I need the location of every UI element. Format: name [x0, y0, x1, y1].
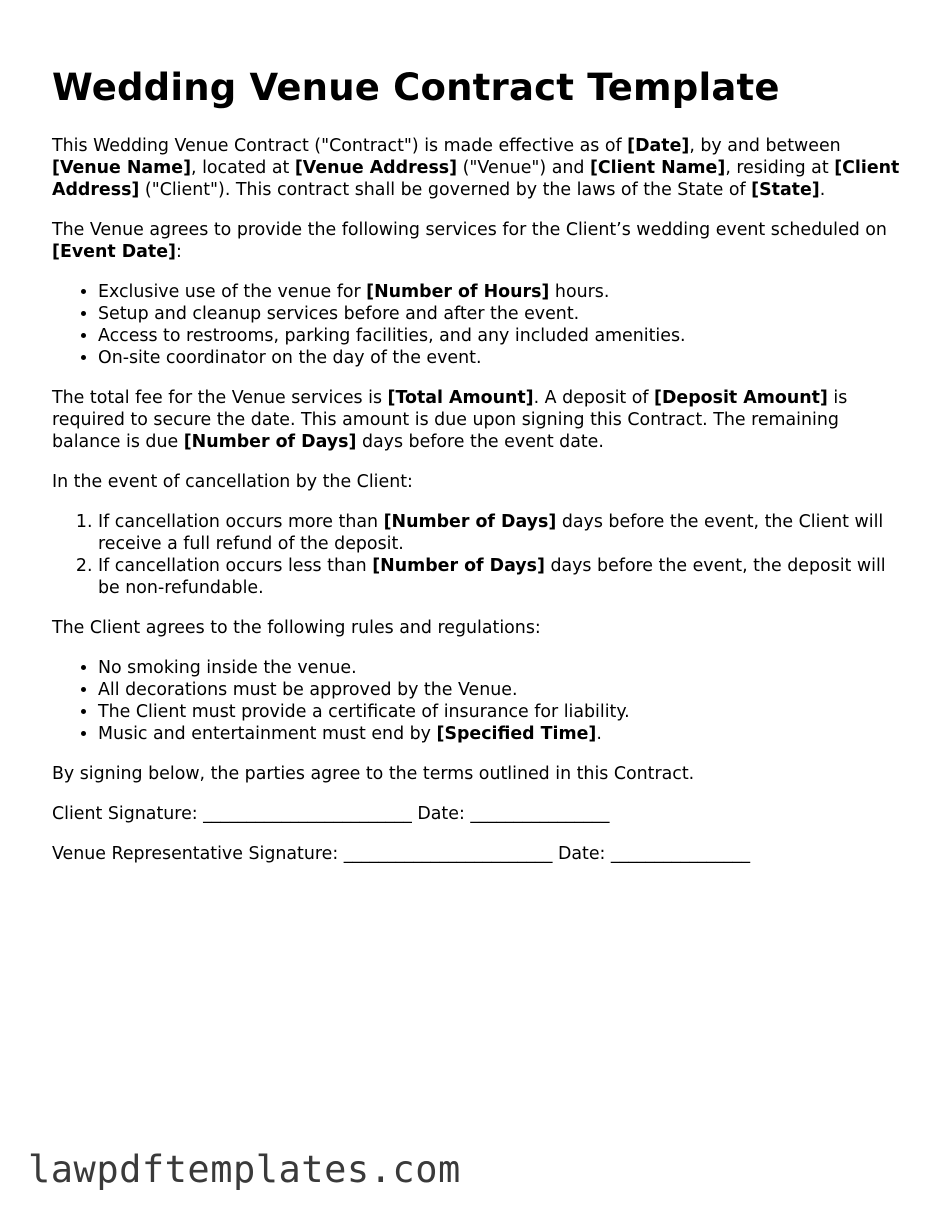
rules-item-4-text: Music and entertainment must end by [98, 724, 437, 744]
fees-paragraph [52, 387, 902, 453]
client-signature-line: Client Signature: ________________________ Date: ________________ [52, 804, 610, 824]
services-item-1-text: Exclusive use of the venue for [98, 282, 367, 302]
list-item [98, 281, 902, 303]
list-item: • The Client must provide a certificate of insurance for liability. [98, 701, 902, 723]
rules-intro: The Client agrees to the following rules and regulations: [52, 618, 541, 638]
intro-text-3: , located at [191, 158, 295, 178]
services-text-1: The Venue agrees to provide the following services for the Client’s wedding event scheduled on [52, 220, 887, 240]
cancellation-item-2-text: If cancellation occurs less than [98, 556, 373, 576]
total-amount-placeholder: [Total Amount] [387, 388, 534, 408]
cancellation-item-2-suffix: days before the event, the deposit will be non-refundable. [98, 556, 886, 598]
fees-text-3: is required to secure the date. This amount is due upon signing this Contract. The remaining balance is due [52, 388, 848, 452]
client-address-placeholder: [Client Address] [52, 158, 900, 200]
list-item: • All decorations must be approved by the Venue. [98, 679, 902, 701]
intro-text-1: This Wedding Venue Contract ("Contract") is made effective as of [52, 136, 628, 156]
intro-paragraph [52, 135, 902, 201]
contract-document [52, 66, 902, 883]
page-title: Wedding Venue Contract Template [52, 66, 780, 109]
days-placeholder: [Number of Days] [183, 432, 357, 452]
list-item: • No smoking inside the venue. [98, 657, 902, 679]
rules-item-4-suffix: . [596, 724, 602, 744]
intro-text-5: , residing at [725, 158, 835, 178]
cancellation-item-1-suffix: days before the event, the Client will receive a full refund of the deposit. [98, 512, 884, 554]
intro-text-2: , by and between [689, 136, 841, 156]
list-item: • Access to restrooms, parking facilities, and any included amenities. [98, 325, 902, 347]
list-item [98, 555, 902, 599]
services-text-2: : [175, 242, 182, 262]
venue-address-placeholder: [Venue Address] [294, 158, 458, 178]
watermark: lawpdftemplates.com [28, 1148, 461, 1191]
agreement-paragraph: By signing below, the parties agree to the terms outlined in this Contract. [52, 764, 695, 784]
deposit-amount-placeholder: [Deposit Amount] [654, 388, 828, 408]
venue-name-placeholder: [Venue Name] [52, 158, 192, 178]
cancellation-list [52, 511, 902, 599]
list-item: • Setup and cleanup services before and after the event. [98, 303, 902, 325]
fees-text-1: The total fee for the Venue services is [52, 388, 388, 408]
hours-placeholder: [Number of Hours] [366, 282, 550, 302]
fees-text-2: . A deposit of [533, 388, 655, 408]
intro-text-6: ("Client"). This contract shall be governed by the laws of the State of [139, 180, 752, 200]
services-item-1-suffix: hours. [549, 282, 610, 302]
event-date-placeholder: [Event Date] [52, 242, 176, 262]
list-item [98, 723, 902, 745]
specified-time-placeholder: [Specified Time] [436, 724, 597, 744]
state-placeholder: [State] [751, 180, 820, 200]
date-placeholder: [Date] [627, 136, 690, 156]
days-placeholder: [Number of Days] [383, 512, 557, 532]
list-item: • On-site coordinator on the day of the event. [98, 347, 902, 369]
fees-text-4: days before the event date. [356, 432, 604, 452]
venue-signature-line: Venue Representative Signature: ________________________ Date: ________________ [52, 844, 751, 864]
rules-list [52, 657, 902, 745]
list-item [98, 511, 902, 555]
days-placeholder: [Number of Days] [372, 556, 545, 576]
intro-text-4: ("Venue") and [457, 158, 590, 178]
services-list [52, 281, 902, 369]
intro-text-7: . [819, 180, 826, 200]
cancellation-intro: In the event of cancellation by the Client: [52, 472, 413, 492]
cancellation-item-1-text: If cancellation occurs more than [98, 512, 384, 532]
services-paragraph [52, 219, 902, 263]
client-name-placeholder: [Client Name] [589, 158, 726, 178]
